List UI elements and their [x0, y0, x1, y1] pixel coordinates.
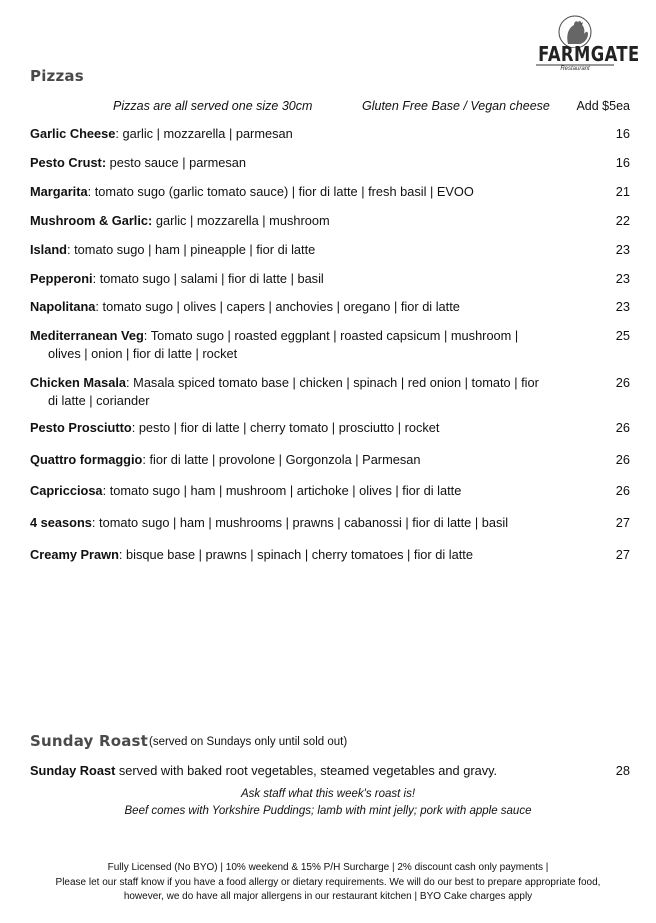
menu-item: Mediterranean Veg: Tomato sugo | roasted eggplant | roasted capsicum | mushroom | olives | onion | fior di latte | rocket	[30, 327, 565, 363]
item-description: tomato sugo | ham | pineapple | fior di latte	[74, 242, 316, 257]
menu-item	[30, 212, 565, 230]
item-price: 27	[615, 547, 630, 562]
logo-wordmark: FARMGATE	[538, 42, 640, 66]
item-price: 16	[615, 126, 630, 141]
menu-item	[30, 762, 565, 780]
item-price: 22	[615, 213, 630, 228]
menu-item: Capricciosa: tomato sugo | ham | mushroom | artichoke | olives | fior di latte	[30, 483, 462, 498]
item-price: 23	[615, 242, 630, 257]
item-name: Margarita	[30, 184, 88, 199]
item-price: 23	[615, 299, 630, 314]
menu-item	[30, 154, 565, 172]
gluten-free-note: Gluten Free Base / Vegan cheese	[362, 99, 550, 113]
item-name: Chicken Masala	[30, 375, 127, 390]
item-description: pesto sauce | parmesan	[109, 155, 247, 170]
item-price: 16	[615, 155, 630, 170]
footer-allergy: Please let our staff know if you have a food allergy or dietary requirements. We will do our best to prepare appropriate food,	[55, 877, 601, 888]
item-description: served with baked root vegetables, steamed vegetables and gravy.	[118, 763, 498, 778]
item-price: 28	[615, 763, 630, 778]
item-name: Quattro formaggio	[30, 452, 143, 467]
menu-item: Island: tomato sugo | ham | pineapple | fior di latte	[30, 242, 316, 257]
item-name: Mushroom & Garlic:	[30, 213, 153, 228]
menu-item: Margarita: tomato sugo (garlic tomato sauce) | fior di latte | fresh basil | EVOO	[30, 184, 474, 199]
item-name: 4 seasons	[30, 515, 92, 530]
item-name: Pesto Crust:	[30, 155, 107, 170]
pizzas-title: Pizzas	[30, 67, 84, 85]
sunday-roast-note: (served on Sundays only until sold out)	[149, 736, 348, 748]
menu-item: Chicken Masala: Masala spiced tomato base | chicken | spinach | red onion | tomato | fior di latte | coriander	[30, 374, 565, 410]
item-description: tomato sugo | salami | fior di latte | basil	[99, 271, 324, 286]
size-note: Pizzas are all served one size 30cm	[113, 99, 313, 113]
item-description: tomato sugo (garlic tomato sauce) | fior di latte | fresh basil | EVOO	[94, 184, 474, 199]
footer-licensing: Fully Licensed (No BYO) | 10% weekend & 15% P/H Surcharge | 2% discount cash only payments |	[107, 862, 549, 873]
item-description: tomato sugo | olives | capers | anchovies | oregano | fior di latte	[102, 299, 460, 314]
item-description: Tomato sugo | roasted eggplant | roasted capsicum | mushroom |	[150, 328, 519, 343]
item-name: Island	[30, 242, 67, 257]
item-description: Masala spiced tomato base | chicken | spinach | red onion | tomato | fior	[133, 375, 539, 390]
gluten-free-price: Add $5ea	[576, 99, 630, 113]
menu-item: Creamy Prawn: bisque base | prawns | spinach | cherry tomatoes | fior di latte	[30, 547, 473, 562]
menu-item: Pesto Prosciutto: pesto | fior di latte | cherry tomato | prosciutto | rocket	[30, 420, 440, 435]
menu-item: Quattro formaggio: fior di latte | provolone | Gorgonzola | Parmesan	[30, 452, 421, 467]
item-description: tomato sugo | ham | mushroom | artichoke | olives | fior di latte	[109, 483, 462, 498]
item-description: tomato sugo | ham | mushrooms | prawns | cabanossi | fior di latte | basil	[99, 515, 509, 530]
item-name: Pepperoni	[30, 271, 93, 286]
item-price: 26	[615, 483, 630, 498]
roast-ask-staff: Ask staff what this week's roast is!	[240, 788, 416, 800]
menu-item: Pepperoni: tomato sugo | salami | fior di latte | basil	[30, 271, 324, 286]
item-price: 26	[615, 375, 630, 390]
item-price: 21	[615, 184, 630, 199]
item-description: bisque base | prawns | spinach | cherry tomatoes | fior di latte	[126, 547, 473, 562]
item-description: garlic | mozzarella | parmesan	[122, 126, 293, 141]
item-price: 27	[615, 515, 630, 530]
item-name: Napolitana	[30, 299, 96, 314]
item-price: 23	[615, 271, 630, 286]
item-name: Mediterranean Veg	[30, 328, 144, 343]
item-description: pesto | fior di latte | cherry tomato | prosciutto | rocket	[138, 420, 440, 435]
sunday-roast-title: Sunday Roast	[30, 732, 149, 750]
item-name: Sunday Roast	[30, 763, 116, 778]
item-price: 26	[615, 452, 630, 467]
item-description-continued: di latte | coriander	[48, 393, 150, 408]
item-price: 26	[615, 420, 630, 435]
item-description-continued: olives | onion | fior di latte | rocket	[48, 346, 238, 361]
logo-subtitle: Restaurant	[560, 66, 590, 72]
item-name: Garlic Cheese	[30, 126, 116, 141]
farmgate-logo	[530, 14, 640, 78]
item-name: Capricciosa	[30, 483, 103, 498]
item-description: fior di latte | provolone | Gorgonzola | Parmesan	[149, 452, 421, 467]
footer-allergens: however, we do have all major allergens in our restaurant kitchen | BYO Cake charges apply	[123, 891, 533, 902]
item-name: Creamy Prawn	[30, 547, 119, 562]
item-price: 25	[615, 328, 630, 343]
menu-item: Garlic Cheese: garlic | mozzarella | parmesan	[30, 126, 293, 141]
item-name: Pesto Prosciutto	[30, 420, 132, 435]
roast-sides: Beef comes with Yorkshire Puddings; lamb with mint jelly; pork with apple sauce	[124, 805, 532, 817]
menu-item: Napolitana: tomato sugo | olives | capers | anchovies | oregano | fior di latte	[30, 299, 460, 314]
item-description: garlic | mozzarella | mushroom	[155, 213, 330, 228]
menu-item: 4 seasons: tomato sugo | ham | mushrooms | prawns | cabanossi | fior di latte | basil	[30, 515, 509, 530]
